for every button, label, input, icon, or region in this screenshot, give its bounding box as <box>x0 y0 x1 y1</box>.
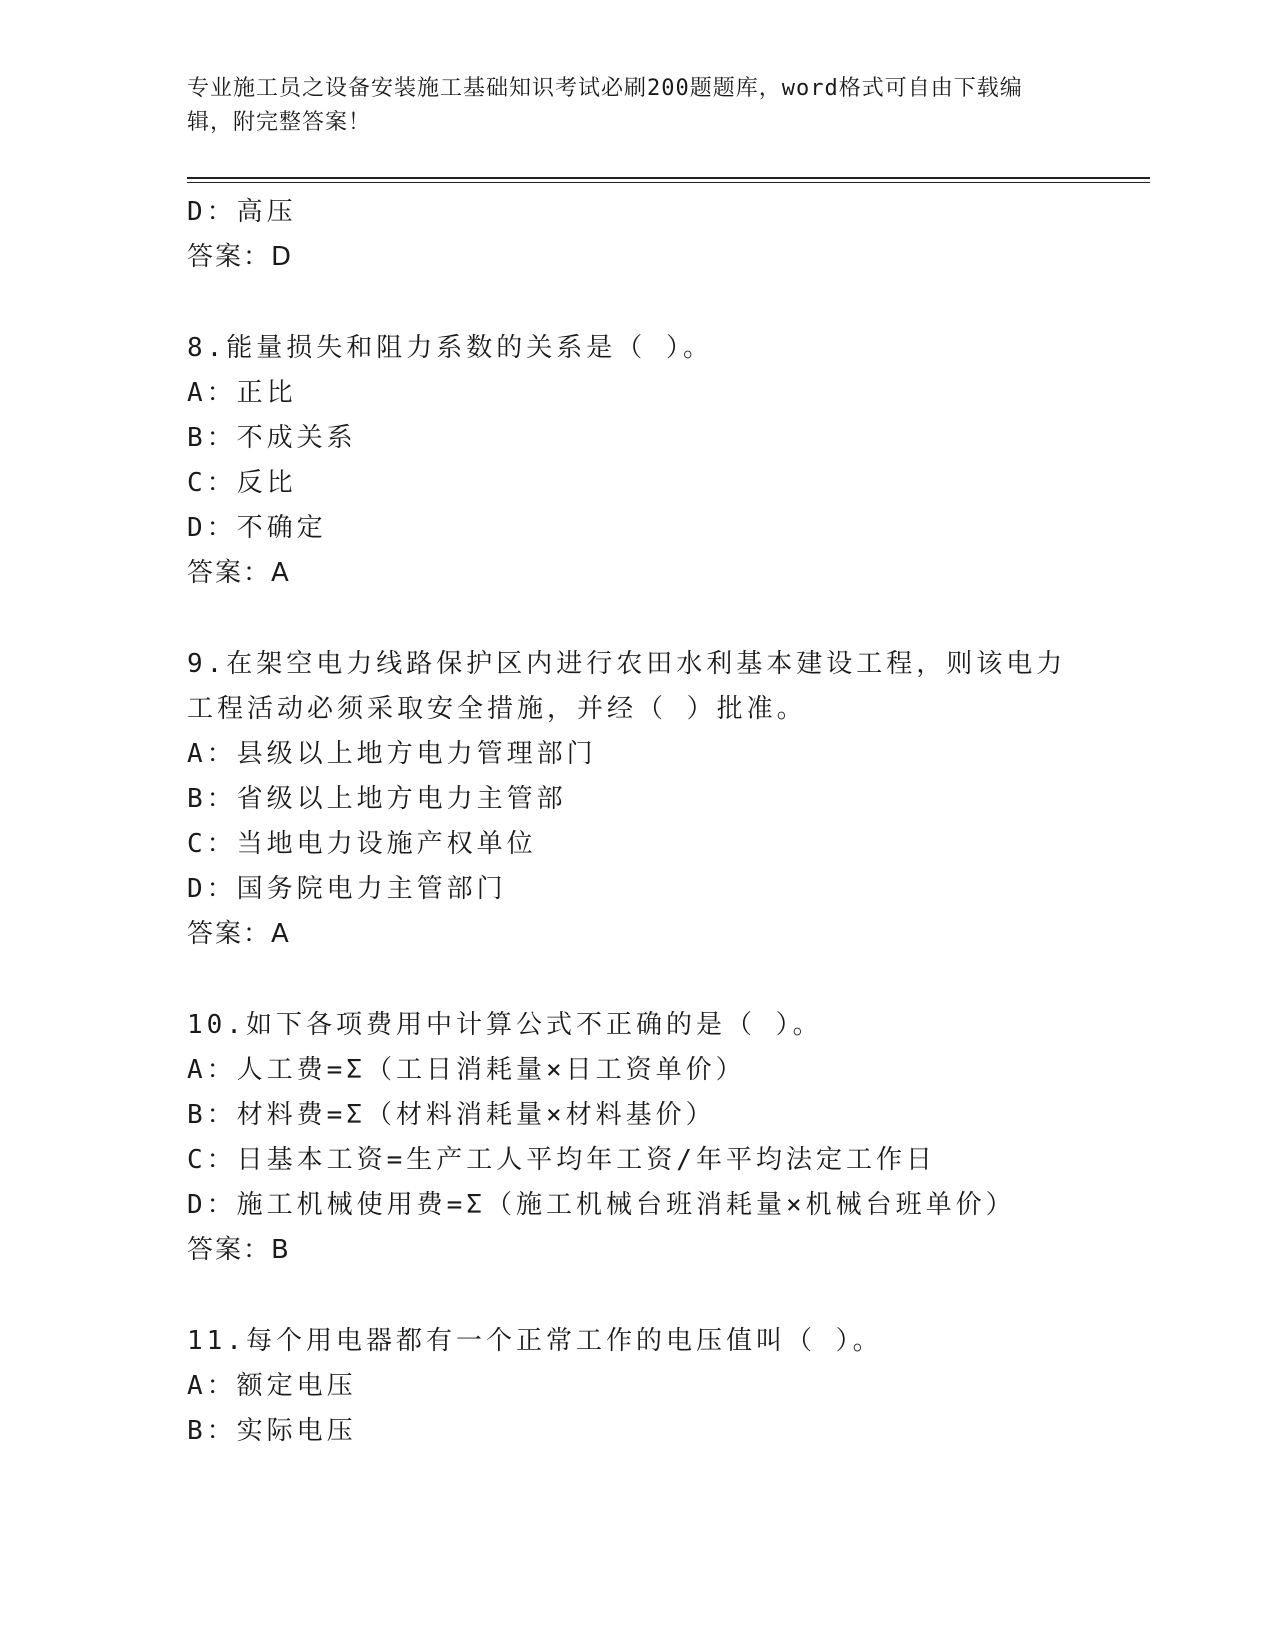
option-c: C：日基本工资=生产工人平均年工资/年平均法定工作日 <box>187 1145 936 1175</box>
question-text: 10.如下各项费用中计算公式不正确的是（ ）。 <box>187 1010 823 1040</box>
answer-line: 答案：B <box>187 1235 291 1265</box>
answer-line: 答案：A <box>187 558 291 588</box>
question-text: 11.每个用电器都有一个正常工作的电压值叫（ ）。 <box>187 1326 883 1356</box>
question-text: 9.在架空电力线路保护区内进行农田水利基本建设工程，则该电力工程活动必须采取安全措施，并经（ ）批准。 <box>187 649 1067 724</box>
question-block-11 <box>187 1319 1087 1454</box>
question-block-9 <box>187 642 1087 957</box>
option-b: B：实际电压 <box>187 1416 357 1446</box>
option-b: B：材料费=Σ（材料消耗量×材料基价） <box>187 1100 716 1130</box>
option-d: D：施工机械使用费=Σ（施工机械台班消耗量×机械台班单价） <box>187 1190 1016 1220</box>
option-c: C：当地电力设施产权单位 <box>187 829 537 859</box>
answer-line: 答案：D <box>187 242 294 272</box>
option-b: B：不成关系 <box>187 423 357 453</box>
option-b: B：省级以上地方电力主管部 <box>187 784 567 814</box>
option-c: C：反比 <box>187 468 297 498</box>
option-a: A：正比 <box>187 378 297 408</box>
option-d: D：高压 <box>187 197 297 227</box>
header-divider-thick <box>187 177 1150 179</box>
question-block-10 <box>187 1003 1087 1273</box>
option-d: D：不确定 <box>187 513 327 543</box>
option-a: A：人工费=Σ（工日消耗量×日工资单价） <box>187 1055 746 1085</box>
option-a: A：县级以上地方电力管理部门 <box>187 739 597 769</box>
answer-line: 答案：A <box>187 919 291 949</box>
document-header: 专业施工员之设备安装施工基础知识考试必刷200题题库，word格式可自由下载编辑，附完整答案！ <box>187 76 1023 135</box>
question-content <box>187 190 1087 1454</box>
question-text: 8.能量损失和阻力系数的关系是（ ）。 <box>187 333 713 363</box>
question-block-8 <box>187 326 1087 596</box>
option-a: A：额定电压 <box>187 1371 357 1401</box>
header-divider-thin <box>187 182 1150 183</box>
option-d: D：国务院电力主管部门 <box>187 874 507 904</box>
